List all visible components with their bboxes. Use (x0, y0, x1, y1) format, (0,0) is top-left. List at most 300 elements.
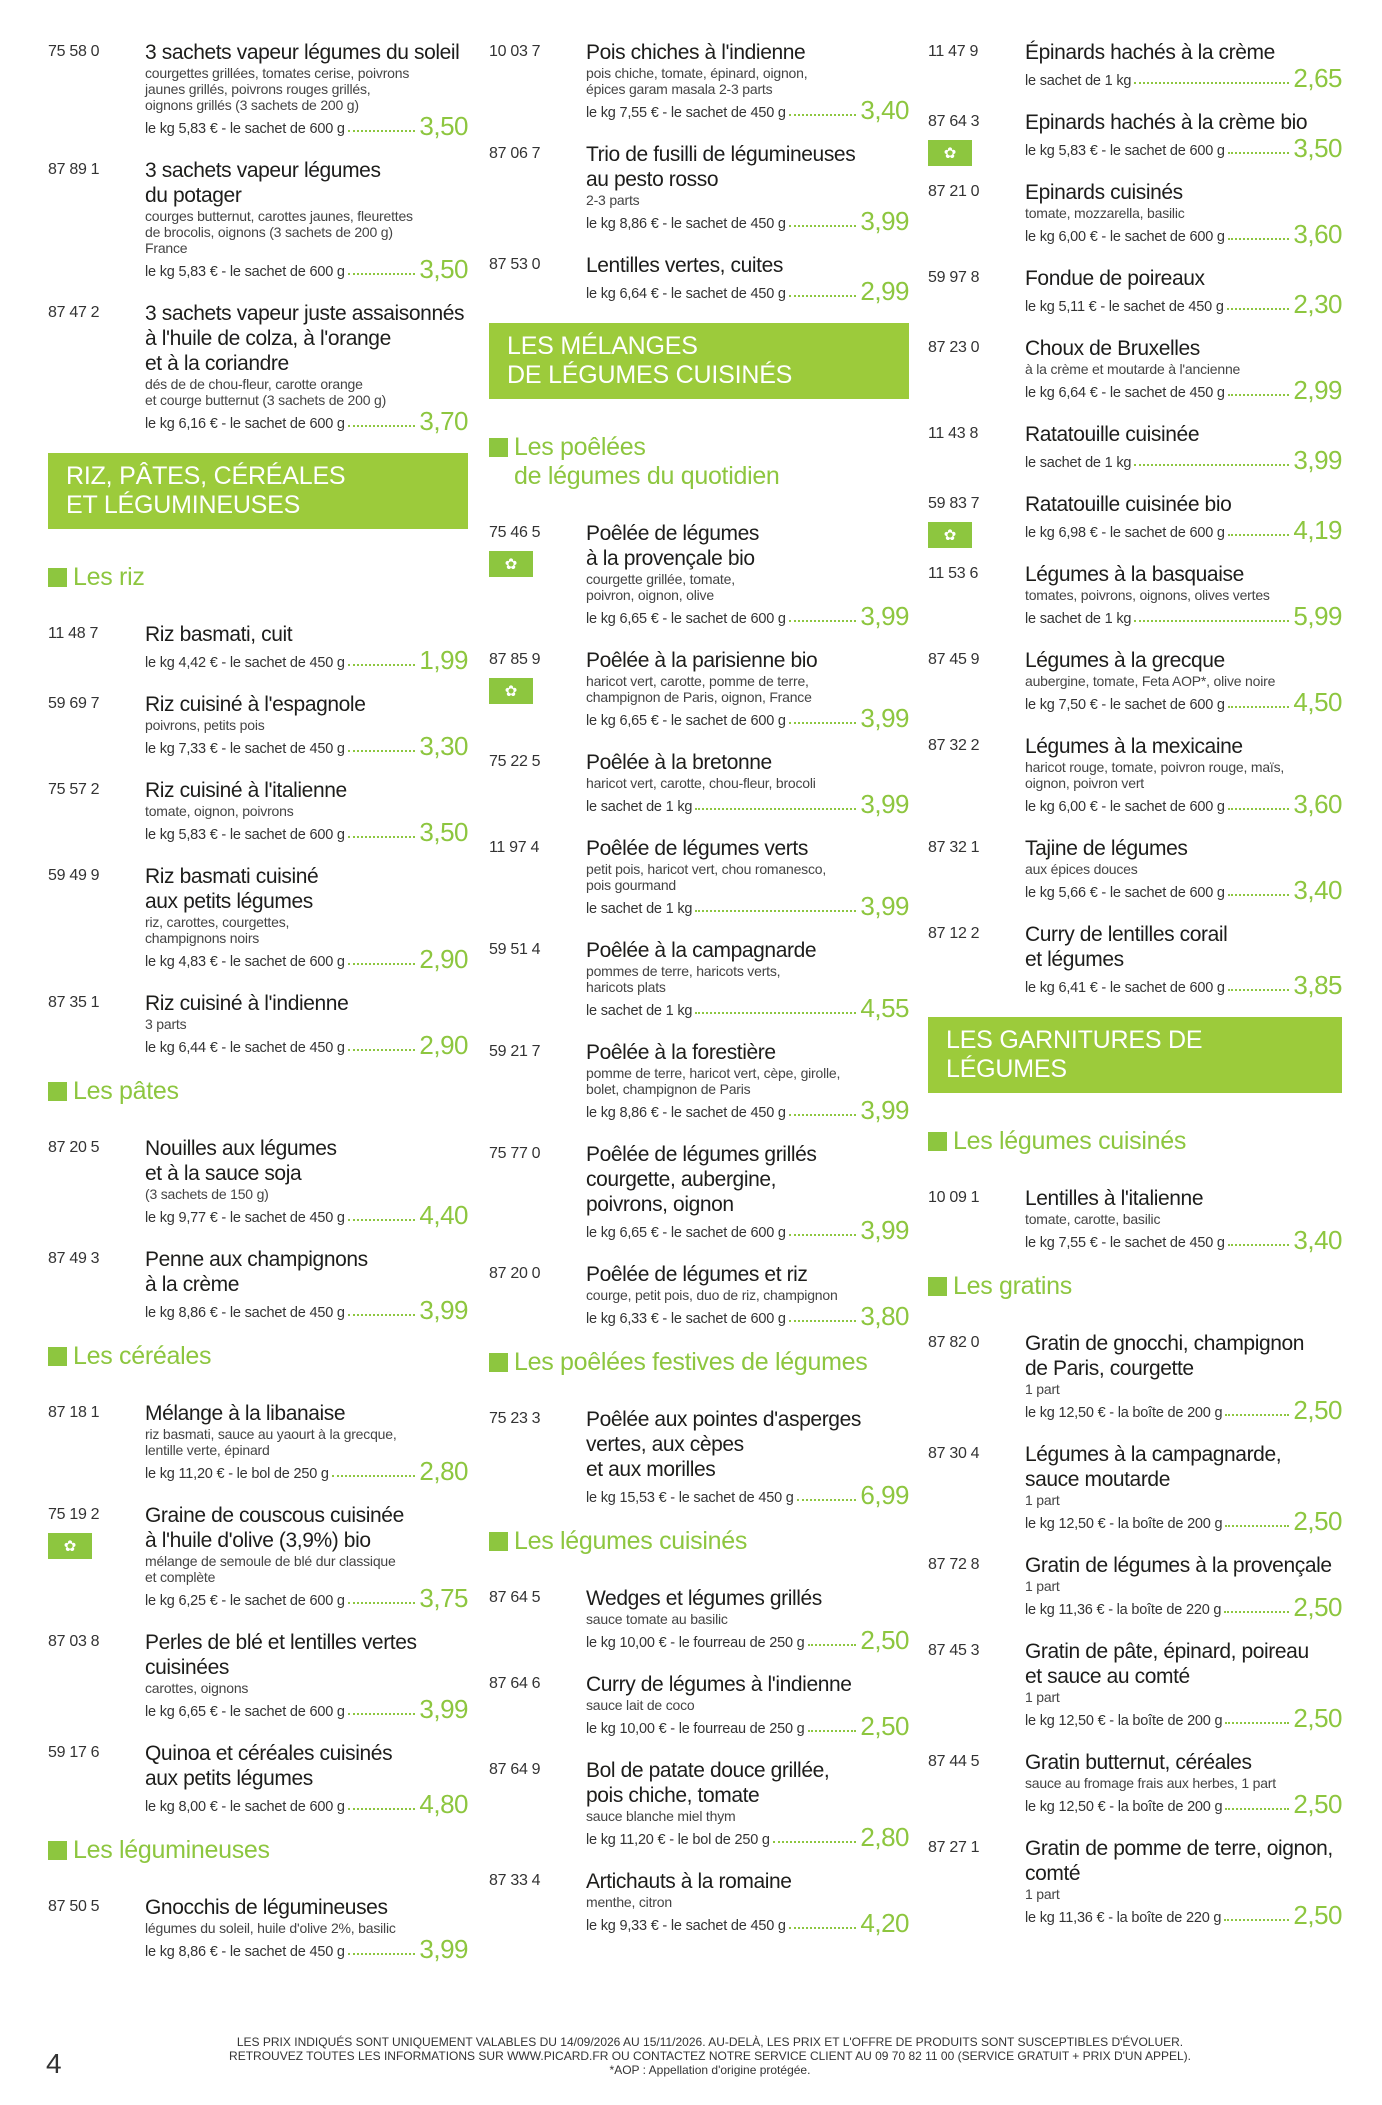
product-code: 59 49 9 (48, 867, 100, 884)
product-item (489, 1758, 909, 1850)
dotted-leader (348, 963, 416, 965)
product-price: 6,99 (860, 1480, 909, 1510)
product-price: 3,40 (1293, 875, 1342, 905)
unit-price: le sachet de 1 kg (1025, 73, 1132, 89)
product-code: 87 23 0 (928, 339, 980, 356)
dotted-leader (789, 722, 857, 724)
product-details (145, 1136, 468, 1228)
product-details (1025, 1553, 1342, 1620)
product-name: Curry de légumes à l'indienne (586, 1673, 852, 1696)
unit-price: le kg 7,33 € - le sachet de 450 g (145, 741, 345, 757)
product-item (489, 142, 909, 234)
product-item (48, 1895, 468, 1962)
footer-line-1: LES PRIX INDIQUÉS SONT UNIQUEMENT VALABLES DU 14/09/2026 AU 15/11/2026. AU-DELÀ, LES PRIX ET L'OFFRE DE PRODUITS SONT SUSCEPTIBLES D'ÉVOLUER. (236, 2035, 1184, 2049)
unit-price: le kg 6,64 € - le sachet de 450 g (586, 286, 786, 302)
section-header-line: LES GARNITURES DE LÉGUMES (946, 1026, 1203, 1083)
product-price: 3,99 (419, 1934, 468, 1964)
product-price: 2,80 (860, 1822, 909, 1852)
product-details (586, 1040, 909, 1123)
dotted-leader (1225, 1722, 1289, 1724)
unit-price: le kg 8,86 € - le sachet de 450 g (586, 216, 786, 232)
product-item (928, 40, 1342, 91)
dotted-leader (1228, 152, 1290, 154)
dotted-leader (332, 1475, 416, 1477)
unit-price: le kg 6,65 € - le sachet de 600 g (586, 1225, 786, 1241)
product-name: et à la coriandre (145, 352, 289, 375)
unit-price: le kg 11,36 € - la boîte de 220 g (1025, 1602, 1222, 1618)
price-line (586, 1627, 909, 1653)
product-code: 87 12 2 (928, 925, 980, 942)
product-description: pois chiche, tomate, épinard, oignon, (586, 65, 808, 81)
square-bullet-icon (928, 1132, 947, 1151)
product-description: et complète (145, 1569, 216, 1585)
product-price: 4,80 (419, 1789, 468, 1819)
product-item (48, 40, 468, 139)
product-price: 2,30 (1293, 289, 1342, 319)
product-price: 4,19 (1293, 515, 1342, 545)
price-line (586, 1482, 909, 1508)
product-item (48, 1247, 468, 1323)
product-name: aux petits légumes (145, 890, 313, 913)
product-item (48, 1136, 468, 1228)
section-header-line: RIZ, PÂTES, CÉRÉALES (66, 462, 346, 490)
product-item (48, 1741, 468, 1817)
eu-organic-logo-icon (928, 522, 972, 548)
price-line (1025, 135, 1342, 161)
product-name: Légumes à la mexicaine (1025, 735, 1243, 758)
product-name: 3 sachets vapeur juste assaisonnés (145, 302, 465, 325)
unit-price: le kg 11,20 € - le bol de 250 g (586, 1832, 770, 1848)
price-line (145, 819, 468, 845)
product-name: vertes, aux cèpes (586, 1433, 744, 1456)
price-line (586, 1824, 909, 1850)
dotted-leader (348, 1953, 416, 1955)
price-line (145, 1936, 468, 1962)
product-description: pomme de terre, haricot vert, cèpe, girolle, (586, 1065, 841, 1081)
product-item (928, 1836, 1342, 1928)
product-details (145, 1895, 468, 1962)
product-code: 87 49 3 (48, 1250, 100, 1267)
product-details (1025, 1442, 1342, 1534)
square-bullet-icon (48, 1082, 67, 1101)
price-line (1025, 377, 1342, 403)
square-bullet-icon (489, 1353, 508, 1372)
product-name: Choux de Bruxelles (1025, 337, 1200, 360)
product-item (489, 1040, 909, 1123)
product-code: 87 47 2 (48, 304, 100, 321)
product-details (586, 1586, 909, 1653)
unit-price: le kg 8,00 € - le sachet de 600 g (145, 1799, 345, 1815)
product-description: à la crème et moutarde à l'ancienne (1025, 361, 1241, 377)
product-details (1025, 922, 1342, 998)
price-line (586, 1910, 909, 1936)
price-line (1025, 1594, 1342, 1620)
product-name: Poêlée à la bretonne (586, 751, 772, 774)
catalog-column-3 (928, 40, 1342, 1947)
product-price: 2,65 (1293, 63, 1342, 93)
catalog-column-2 (489, 40, 909, 1955)
eu-organic-logo-icon (48, 1533, 92, 1559)
dotted-leader (1224, 1611, 1289, 1613)
product-details (145, 301, 468, 434)
product-item (489, 648, 909, 731)
product-name: sauce moutarde (1025, 1468, 1170, 1491)
unit-price: le kg 11,20 € - le bol de 250 g (145, 1466, 329, 1482)
product-details (586, 521, 909, 629)
section-header (928, 1017, 1342, 1093)
product-description: bolet, champignon de Paris (586, 1081, 751, 1097)
organic-leaf-glyph: ✿ (63, 1537, 77, 1555)
product-description: haricot vert, carotte, pomme de terre, (586, 673, 809, 689)
dotted-leader (789, 620, 857, 622)
product-details (145, 991, 468, 1058)
product-item (48, 1630, 468, 1722)
product-details (1025, 266, 1342, 317)
product-item (48, 622, 468, 673)
product-details (145, 622, 468, 673)
product-code: 11 48 7 (48, 625, 99, 642)
product-name: Poêlée à la campagnarde (586, 939, 817, 962)
product-price: 2,50 (1293, 1900, 1342, 1930)
product-description: pommes de terre, haricots verts, (586, 963, 781, 979)
product-details (1025, 836, 1342, 903)
unit-price: le sachet de 1 kg (586, 901, 693, 917)
price-line (1025, 1791, 1342, 1817)
product-price: 3,50 (419, 817, 468, 847)
product-price: 2,90 (419, 944, 468, 974)
product-code: 87 33 4 (489, 1872, 541, 1889)
product-code: 87 18 1 (48, 1404, 100, 1421)
product-name: Gratin de gnocchi, champignon (1025, 1332, 1305, 1355)
price-line (1025, 1508, 1342, 1534)
product-description: poivrons, petits pois (145, 717, 265, 733)
product-details (1025, 180, 1342, 247)
unit-price: le kg 6,64 € - le sachet de 450 g (1025, 385, 1225, 401)
product-code: 59 21 7 (489, 1043, 541, 1060)
product-code: 75 77 0 (489, 1145, 541, 1162)
product-details (1025, 562, 1342, 629)
product-name: Curry de lentilles corail (1025, 923, 1228, 946)
price-line (586, 1217, 909, 1243)
subsection-header (48, 563, 468, 592)
unit-price: le kg 6,41 € - le sachet de 600 g (1025, 980, 1225, 996)
product-details (1025, 1331, 1342, 1423)
product-price: 3,85 (1293, 970, 1342, 1000)
product-item (489, 1142, 909, 1243)
unit-price: le kg 6,65 € - le sachet de 600 g (145, 1704, 345, 1720)
product-details (586, 750, 909, 817)
product-details (586, 1262, 909, 1329)
product-code: 87 89 1 (48, 161, 100, 178)
price-line (1025, 221, 1342, 247)
unit-price: le kg 4,83 € - le sachet de 600 g (145, 954, 345, 970)
subsection-title (953, 1272, 1072, 1301)
product-code: 87 44 5 (928, 1753, 980, 1770)
product-price: 2,50 (1293, 1506, 1342, 1536)
subsection-header (48, 1836, 468, 1865)
product-item (489, 938, 909, 1021)
dotted-leader (348, 425, 416, 427)
product-price: 3,70 (419, 406, 468, 436)
catalog-column-1 (48, 40, 468, 1981)
section-header-line: DE LÉGUMES CUISINÉS (507, 361, 793, 389)
product-name: Légumes à la basquaise (1025, 563, 1244, 586)
product-details (586, 142, 909, 234)
product-name: à l'huile d'olive (3,9%) bio (145, 1529, 371, 1552)
subsection-title-line: Les légumes cuisinés (953, 1127, 1187, 1155)
product-item (489, 1672, 909, 1739)
price-line (1025, 689, 1342, 715)
product-name: Légumes à la grecque (1025, 649, 1225, 672)
product-name: poivrons, oignon (586, 1193, 734, 1216)
product-description: poivron, oignon, olive (586, 587, 714, 603)
product-price: 3,60 (1293, 219, 1342, 249)
unit-price: le kg 8,86 € - le sachet de 450 g (145, 1305, 345, 1321)
product-name: Tajine de légumes (1025, 837, 1188, 860)
product-code: 59 51 4 (489, 941, 541, 958)
dotted-leader (348, 273, 416, 275)
price-line (145, 1297, 468, 1323)
dotted-leader (1228, 1244, 1290, 1246)
price-line (145, 647, 468, 673)
product-name: à la crème (145, 1273, 240, 1296)
section-header-line: ET LÉGUMINEUSES (66, 491, 301, 519)
price-line (145, 408, 468, 434)
dotted-leader (1225, 1808, 1289, 1810)
price-line (586, 995, 909, 1021)
unit-price: le kg 5,83 € - le sachet de 600 g (1025, 143, 1225, 159)
product-description: oignon, poivron vert (1025, 775, 1144, 791)
product-details (586, 253, 909, 304)
product-price: 3,80 (860, 1301, 909, 1331)
product-description: sauce blanche miel thym (586, 1808, 736, 1824)
product-name: Ratatouille cuisinée (1025, 423, 1200, 446)
dotted-leader (348, 1602, 416, 1604)
price-line (1025, 972, 1342, 998)
product-code: 87 45 9 (928, 651, 980, 668)
product-details (586, 1672, 909, 1739)
product-description: haricots plats (586, 979, 666, 995)
product-name: Riz cuisiné à l'espagnole (145, 693, 366, 716)
product-item (489, 750, 909, 817)
product-code: 87 06 7 (489, 145, 541, 162)
section-header-line: LES MÉLANGES (507, 332, 698, 360)
unit-price: le kg 5,66 € - le sachet de 600 g (1025, 885, 1225, 901)
subsection-title-line: Les poêlées festives de légumes (514, 1348, 868, 1376)
product-details (1025, 1639, 1342, 1731)
product-description: tomate, mozzarella, basilic (1025, 205, 1185, 221)
product-name: Fondue de poireaux (1025, 267, 1205, 290)
product-price: 2,50 (1293, 1789, 1342, 1819)
product-item (48, 864, 468, 972)
product-code: 59 17 6 (48, 1744, 100, 1761)
product-item (928, 648, 1342, 715)
product-details (1025, 1186, 1342, 1253)
product-price: 3,50 (419, 111, 468, 141)
price-line (1025, 447, 1342, 473)
dotted-leader (789, 225, 857, 227)
product-price: 3,99 (419, 1694, 468, 1724)
subsection-title (73, 1077, 179, 1106)
unit-price: le kg 5,83 € - le sachet de 600 g (145, 264, 345, 280)
unit-price: le sachet de 1 kg (1025, 455, 1132, 471)
product-item (489, 521, 909, 629)
product-name: Graine de couscous cuisinée (145, 1504, 404, 1527)
product-item (48, 1503, 468, 1611)
product-description: 2-3 parts (586, 192, 640, 208)
product-code: 87 21 0 (928, 183, 980, 200)
product-description: haricot vert, carotte, chou-fleur, brocoli (586, 775, 816, 791)
price-line (1025, 517, 1342, 543)
product-details (1025, 648, 1342, 715)
product-name: Bol de patate douce grillée, (586, 1759, 830, 1782)
product-name: de Paris, courgette (1025, 1357, 1194, 1380)
unit-price: le kg 12,50 € - la boîte de 200 g (1025, 1799, 1223, 1815)
product-item (928, 836, 1342, 903)
subsection-header (489, 1348, 909, 1377)
product-description: tomate, carotte, basilic (1025, 1211, 1161, 1227)
product-name: du potager (145, 184, 242, 207)
product-name: Mélange à la libanaise (145, 1402, 346, 1425)
product-price: 3,99 (1293, 445, 1342, 475)
product-details (145, 158, 468, 282)
product-name: Trio de fusilli de légumineuses (586, 143, 856, 166)
product-details (586, 1869, 909, 1936)
product-code: 87 35 1 (48, 994, 100, 1011)
product-details (145, 778, 468, 845)
price-line (586, 893, 909, 919)
dotted-leader (348, 1713, 416, 1715)
product-name: Légumes à la campagnarde, (1025, 1443, 1282, 1466)
product-name: Artichauts à la romaine (586, 1870, 792, 1893)
product-price: 3,50 (1293, 133, 1342, 163)
product-price: 3,99 (860, 891, 909, 921)
product-price: 3,99 (860, 789, 909, 819)
price-line (1025, 65, 1342, 91)
unit-price: le kg 7,50 € - le sachet de 600 g (1025, 697, 1225, 713)
organic-leaf-glyph: ✿ (504, 682, 518, 700)
subsection-title (73, 563, 145, 592)
product-code: 87 50 5 (48, 1898, 100, 1915)
product-name: 3 sachets vapeur légumes (145, 159, 381, 182)
product-description: (3 sachets de 150 g) (145, 1186, 269, 1202)
unit-price: le kg 6,25 € - le sachet de 600 g (145, 1593, 345, 1609)
product-description: 1 part (1025, 1886, 1060, 1902)
product-price: 4,50 (1293, 687, 1342, 717)
product-code: 75 57 2 (48, 781, 100, 798)
product-item (489, 1407, 909, 1508)
subsection-title-line: Les pâtes (73, 1077, 179, 1105)
dotted-leader (348, 1314, 416, 1316)
subsection-title (953, 1127, 1186, 1156)
product-description: menthe, citron (586, 1894, 672, 1910)
product-code: 87 30 4 (928, 1445, 980, 1462)
product-description: sauce tomate au basilic (586, 1611, 728, 1627)
product-details (145, 1247, 468, 1323)
dotted-leader (1224, 1919, 1289, 1921)
product-name: Gratin de pâte, épinard, poireau (1025, 1640, 1309, 1663)
product-price: 4,40 (419, 1200, 468, 1230)
product-price: 5,99 (1293, 601, 1342, 631)
product-price: 3,50 (419, 254, 468, 284)
product-name: Riz cuisiné à l'italienne (145, 779, 347, 802)
unit-price: le kg 10,00 € - le fourreau de 250 g (586, 1721, 805, 1737)
product-name: comté (1025, 1862, 1081, 1885)
dotted-leader (789, 114, 857, 116)
price-line (586, 278, 909, 304)
product-item (928, 1750, 1342, 1817)
product-name: Épinards hachés à la crème (1025, 41, 1275, 64)
product-code: 10 03 7 (489, 43, 541, 60)
subsection-header (928, 1127, 1342, 1156)
product-price: 2,99 (860, 276, 909, 306)
page-number: 4 (46, 2048, 62, 2079)
organic-leaf-glyph: ✿ (943, 144, 957, 162)
product-code: 87 20 5 (48, 1139, 100, 1156)
product-item (489, 1869, 909, 1936)
product-name: et à la sauce soja (145, 1162, 302, 1185)
price-line (145, 256, 468, 282)
unit-price: le kg 5,83 € - le sachet de 600 g (145, 827, 345, 843)
dotted-leader (1225, 1525, 1289, 1527)
unit-price: le kg 6,00 € - le sachet de 600 g (1025, 229, 1225, 245)
product-details (1025, 422, 1342, 473)
price-line (1025, 791, 1342, 817)
dotted-leader (348, 1808, 416, 1810)
product-name: et légumes (1025, 948, 1124, 971)
product-code: 11 97 4 (489, 839, 540, 856)
price-line (586, 97, 909, 123)
product-description: sauce lait de coco (586, 1697, 695, 1713)
product-details (145, 1503, 468, 1611)
product-code: 11 43 8 (928, 425, 979, 442)
product-name: pois chiche, tomate (586, 1784, 760, 1807)
product-name: Pois chiches à l'indienne (586, 41, 806, 64)
product-description: tomates, poivrons, oignons, olives vertes (1025, 587, 1270, 603)
unit-price: le kg 6,65 € - le sachet de 600 g (586, 713, 786, 729)
dotted-leader (789, 1234, 857, 1236)
product-item (489, 1262, 909, 1329)
product-price: 3,75 (419, 1583, 468, 1613)
product-details (586, 836, 909, 919)
product-price: 3,99 (860, 703, 909, 733)
unit-price: le kg 6,98 € - le sachet de 600 g (1025, 525, 1225, 541)
unit-price: le kg 5,83 € - le sachet de 600 g (145, 121, 345, 137)
price-line (586, 208, 909, 234)
product-name: Gratin butternut, céréales (1025, 1751, 1252, 1774)
product-name: Poêlée à la parisienne bio (586, 649, 818, 672)
product-item (928, 266, 1342, 317)
subsection-header (928, 1272, 1342, 1301)
price-line (145, 1585, 468, 1611)
product-code: 59 69 7 (48, 695, 100, 712)
product-name: Poêlée à la forestière (586, 1041, 776, 1064)
product-name: Poêlée de légumes et riz (586, 1263, 808, 1286)
product-description: sauce au fromage frais aux herbes, 1 part (1025, 1775, 1276, 1791)
price-line (145, 113, 468, 139)
product-name: Poêlée aux pointes d'asperges (586, 1408, 861, 1431)
product-details (145, 1401, 468, 1484)
product-price: 2,50 (1293, 1395, 1342, 1425)
product-name: 3 sachets vapeur légumes du soleil (145, 41, 460, 64)
product-name: Poêlée de légumes grillés (586, 1143, 817, 1166)
price-line (586, 1713, 909, 1739)
product-description: 1 part (1025, 1381, 1060, 1397)
product-code: 87 45 3 (928, 1642, 980, 1659)
product-price: 2,50 (860, 1711, 909, 1741)
dotted-leader (348, 750, 416, 752)
product-details (586, 40, 909, 123)
